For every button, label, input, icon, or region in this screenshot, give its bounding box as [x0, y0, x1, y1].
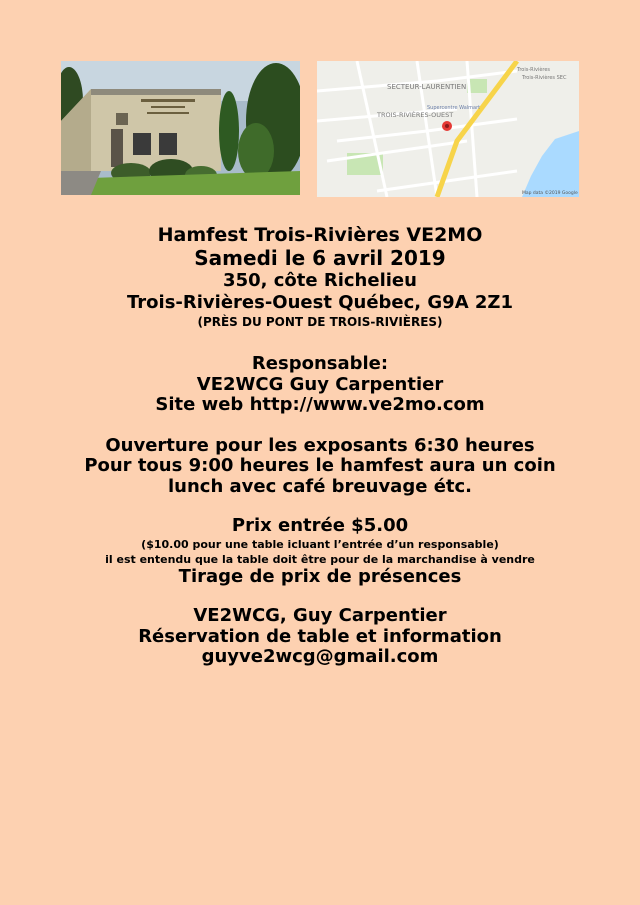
table-price-note: ($10.00 pour une table icluant l’entrée d’un responsable) [141, 537, 499, 551]
table-condition: il est entendu que la table doit être pour de la marchandise à vendre [105, 552, 535, 566]
responsable-name: VE2WCG Guy Carpentier [196, 373, 444, 395]
general-opening-line-2: lunch avec café breuvage étc. [167, 475, 473, 497]
map-label-walmart: Supercentre Walmart [427, 105, 481, 111]
location-pin-icon [442, 121, 452, 131]
location-map[interactable] [317, 61, 579, 197]
map-label-tr-ouest: TROIS-RIVIÈRES-OUEST [377, 111, 454, 119]
reservation-name: VE2WCG, Guy Carpentier [193, 605, 447, 626]
event-title: Hamfest Trois-Rivières VE2MO [157, 224, 483, 246]
website-link[interactable]: Site web http://www.ve2mo.com [155, 394, 485, 415]
address-note: (PRÈS DU PONT DE TROIS-RIVIÈRES) [197, 315, 443, 329]
map-credit: Map data ©2019 Google [522, 191, 578, 196]
exhibitors-opening: Ouverture pour les exposants 6:30 heures [105, 434, 535, 456]
reservation-label: Réservation de table et information [138, 625, 502, 647]
address-line-1: 350, côte Richelieu [223, 270, 417, 291]
map-label-tr: Trois-Rivières [517, 67, 551, 73]
general-opening-line-1: Pour tous 9:00 heures le hamfest aura un coin [84, 455, 556, 476]
flyer-text [0, 224, 640, 668]
building-photo [61, 61, 300, 195]
reservation-email[interactable]: guyve2wcg@gmail.com [201, 646, 439, 667]
entry-price: Prix entrée $5.00 [231, 515, 409, 536]
event-date: Samedi le 6 avril 2019 [194, 246, 446, 270]
address-line-2: Trois-Rivières-Ouest Québec, G9A 2Z1 [126, 292, 513, 313]
map-label-laurentien: SECTEUR-LAURENTIEN [387, 83, 467, 91]
map-label-tr-sec: Trois-Rivières SEC [522, 75, 567, 81]
responsable-label: Responsable: [251, 353, 389, 374]
door-prizes: Tirage de prix de présences [178, 565, 462, 587]
